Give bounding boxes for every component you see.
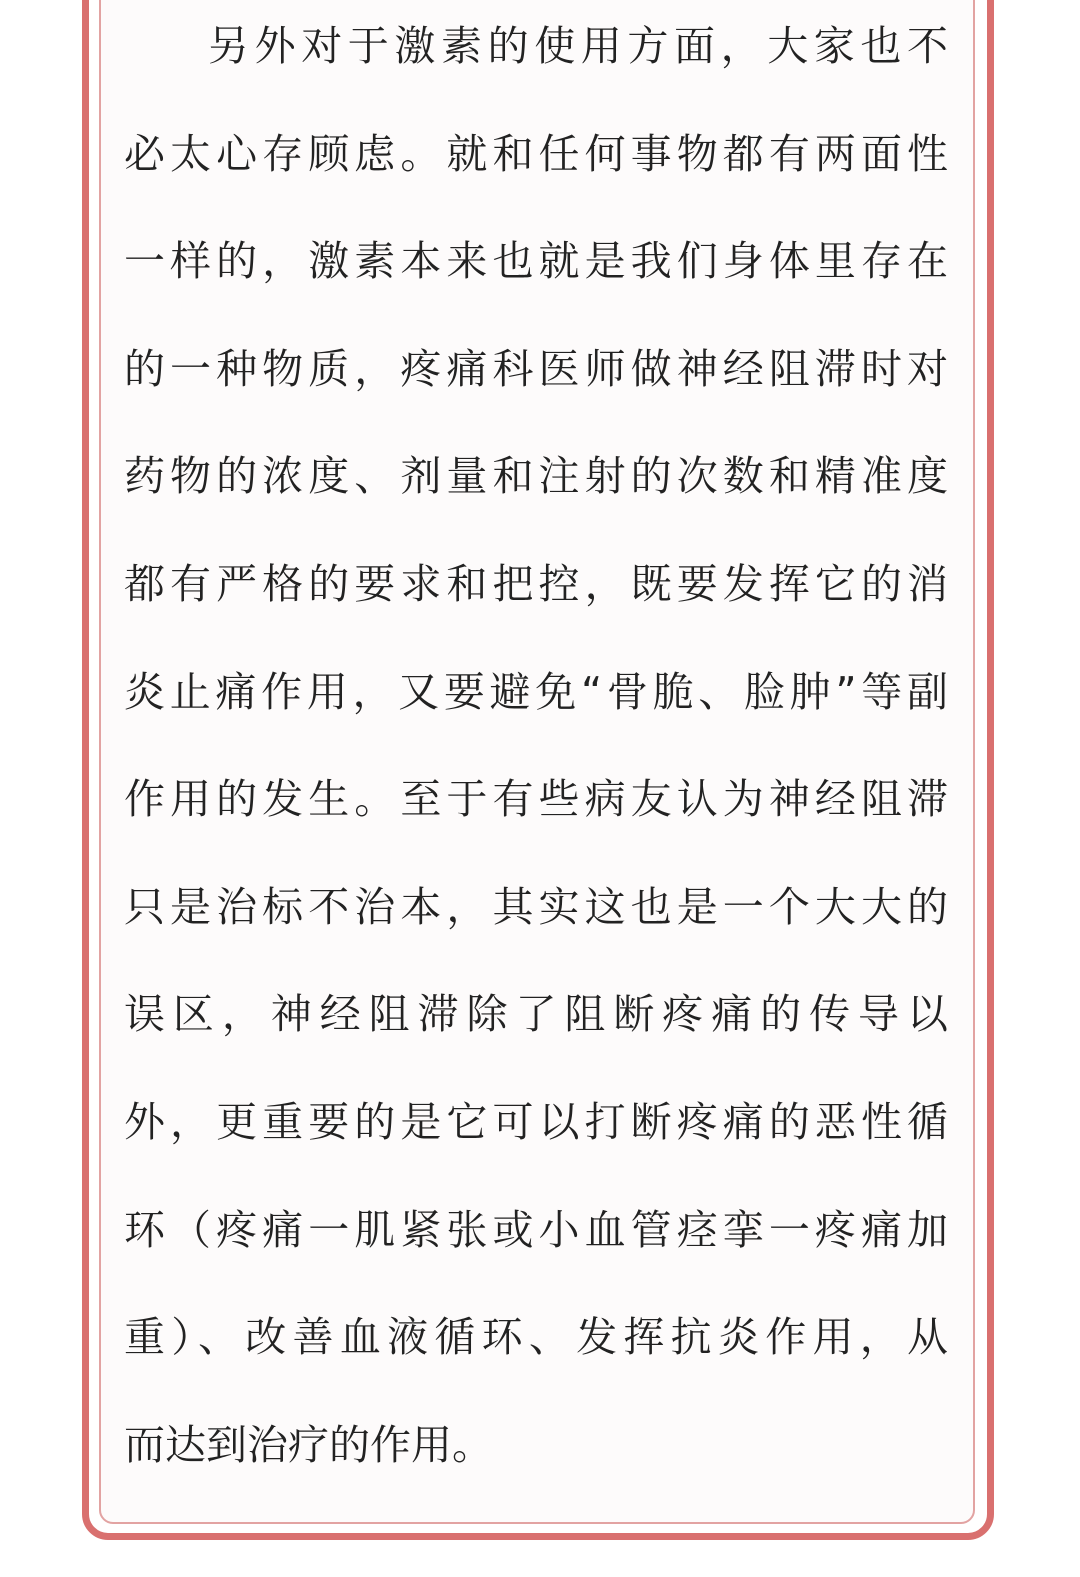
paragraph-line: 炎止痛作用，又要避免“骨脆、脸肿”等副 (124, 667, 948, 716)
article-body (124, 0, 948, 1506)
paragraph-line: 都有严格的要求和把控，既要发挥它的消 (124, 559, 948, 608)
paragraph-line: 外，更重要的是它可以打断疼痛的恶性循 (124, 1097, 948, 1146)
paragraph-line: 而达到治疗的作用。 (124, 1420, 493, 1469)
paragraph-line: 误区，神经阻滞除了阻断疼痛的传导以 (124, 990, 948, 1039)
paragraph-line: 只是治标不治本，其实这也是一个大大的 (124, 882, 948, 931)
paragraph-line: 环（疼痛一肌紧张或小血管痉挛一疼痛加 (124, 1205, 948, 1254)
paragraph-line: 一样的，激素本来也就是我们身体里存在 (124, 237, 948, 286)
paragraph-line: 作用的发生。至于有些病友认为神经阻滞 (124, 775, 948, 824)
paragraph-line: 药物的浓度、剂量和注射的次数和精准度 (124, 452, 948, 501)
paragraph-line: 另外对于激素的使用方面，大家也不 (208, 22, 948, 70)
paragraph-line: 的一种物质，疼痛科医师做神经阻滞时对 (124, 344, 948, 393)
paragraph-line: 必太心存顾虑。就和任何事物都有两面性 (124, 129, 948, 178)
paragraph-line: 重）、改善血液循环、发挥抗炎作用，从 (124, 1313, 948, 1362)
article-paragraph (124, 0, 948, 1506)
